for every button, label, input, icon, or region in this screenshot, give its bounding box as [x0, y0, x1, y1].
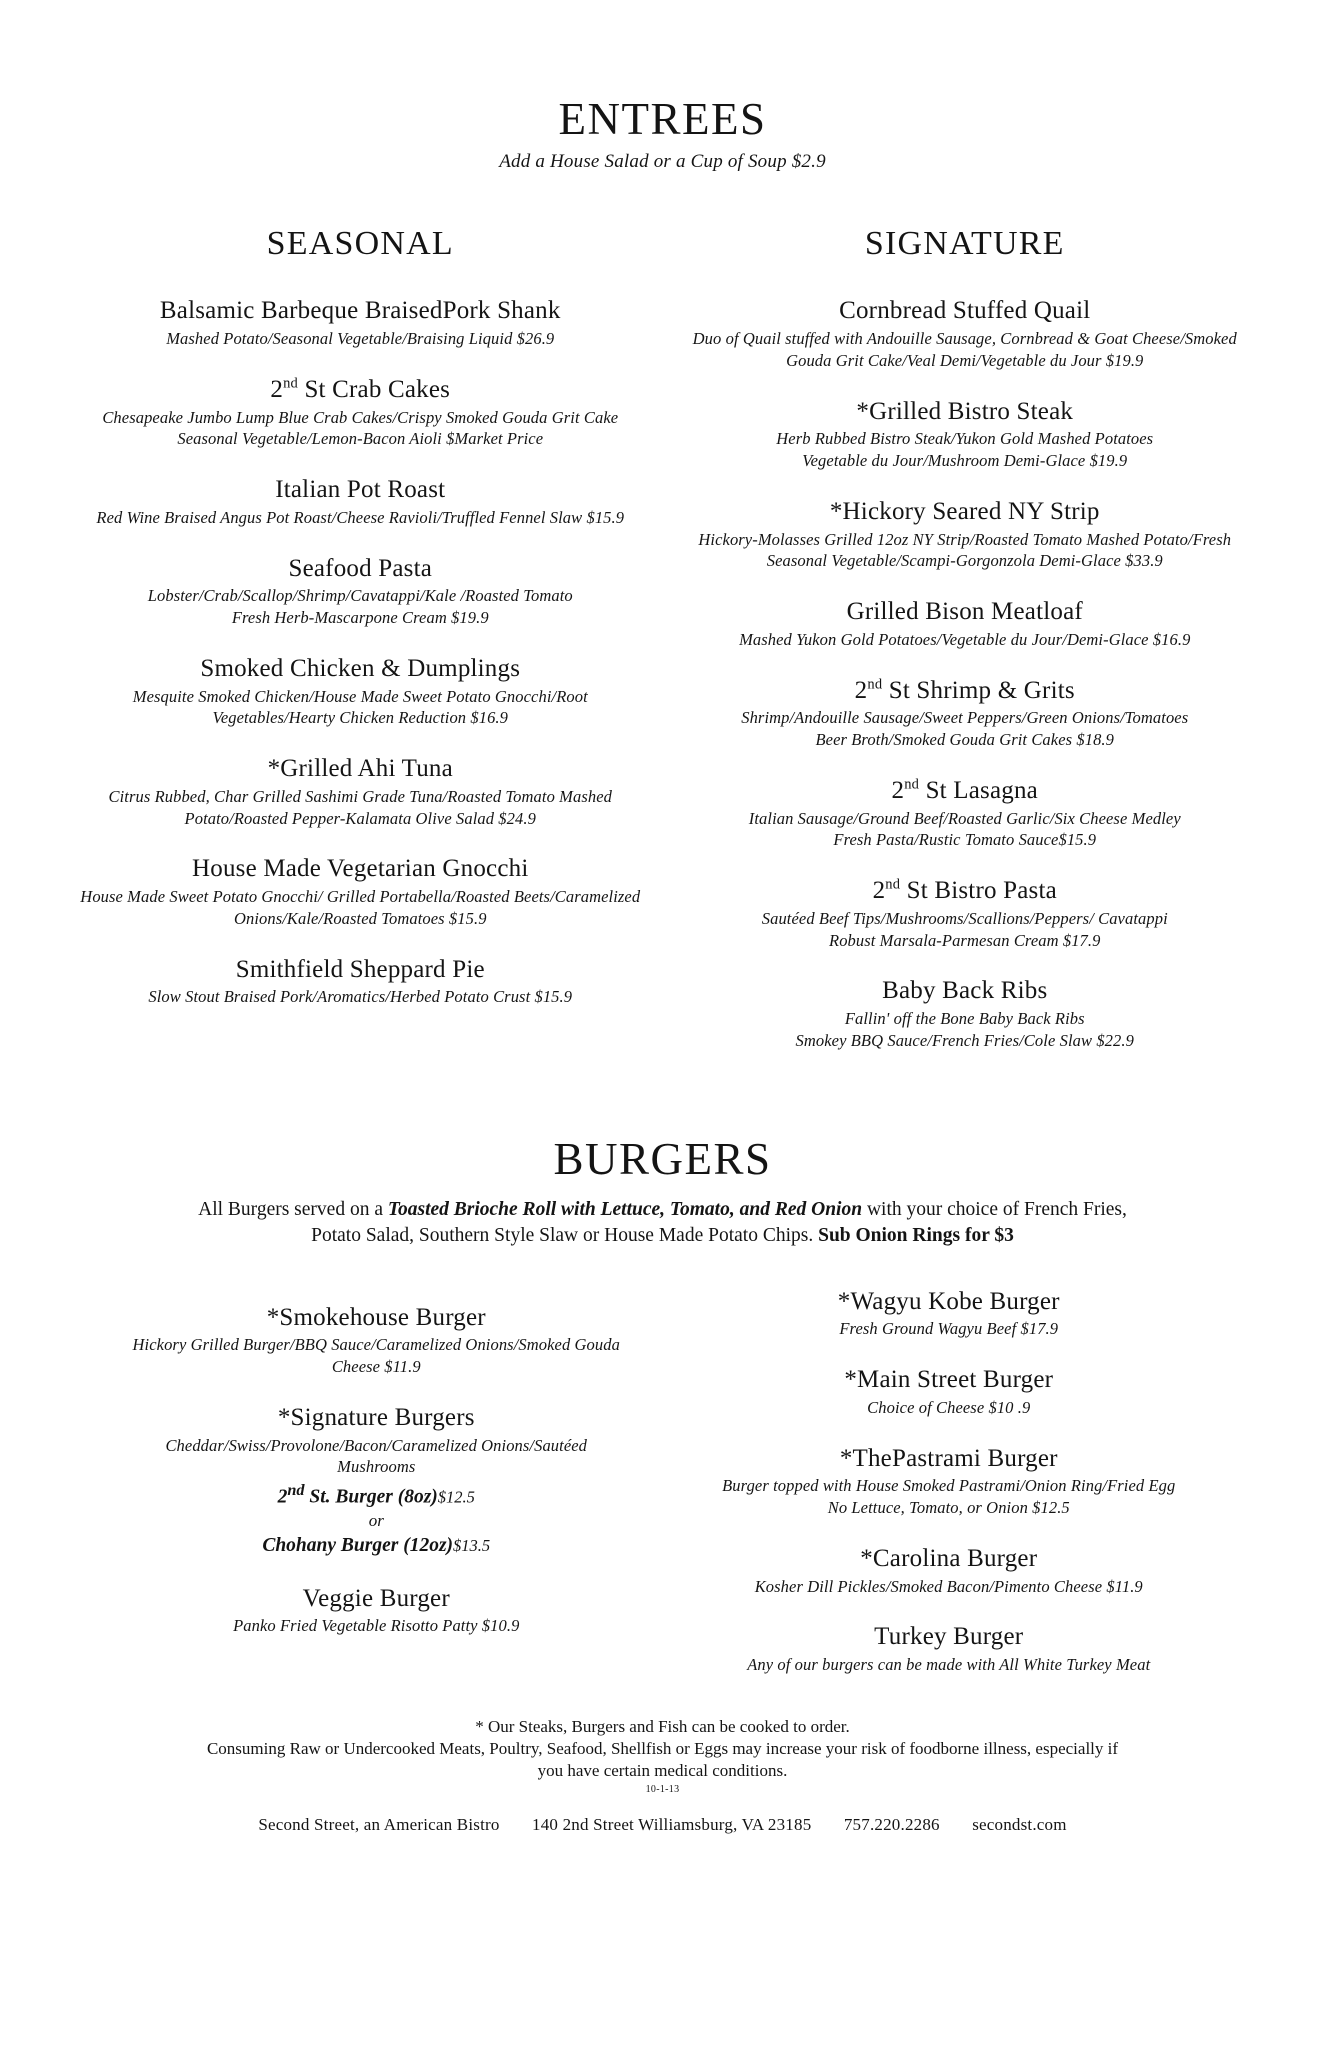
disclaimer-line-2: Consuming Raw or Undercooked Meats, Poultry, Seafood, Shellfish or Eggs may increase your risk of foodborne illness, especially if — [206, 1739, 1119, 1759]
menu-item-name: Seafood Pasta — [288, 554, 433, 582]
footer-address — [70, 1815, 1255, 1835]
menu-item-description: Citrus Rubbed, Char Grilled Sashimi Grade Tuna/Roasted Tomato Mashed Potato/Roasted Pepper-Kalamata Olive Salad $24.9 — [108, 786, 612, 828]
menu-item — [685, 498, 1246, 572]
menu-item-description: Chesapeake Jumbo Lump Blue Crab Cakes/Crispy Smoked Gouda Grit Cake Seasonal Vegetable/Lemon-Bacon Aioli $Market Price — [102, 407, 619, 449]
menu-item-name: *Grilled Ahi Tuna — [267, 755, 453, 783]
menu-item-description: Herb Rubbed Bistro Steak/Yukon Gold Mashed Potatoes Vegetable du Jour/Mushroom Demi-Glace $19.9 — [776, 429, 1154, 471]
menu-item-name: 2nd St Shrimp & Grits — [854, 676, 1075, 704]
menu-item-name: Smithfield Sheppard Pie — [235, 955, 485, 983]
burger-or-label: or — [368, 1511, 384, 1531]
menu-item-name: Balsamic Barbeque BraisedPork Shank — [159, 297, 561, 325]
menu-item — [80, 755, 641, 829]
menu-item — [80, 376, 641, 450]
menu-item-description: Shrimp/Andouille Sausage/Sweet Peppers/Green Onions/Tomatoes Beer Broth/Smoked Gouda Grit Cakes $18.9 — [741, 708, 1189, 750]
menu-item-description: Mesquite Smoked Chicken/House Made Sweet Potato Gnocchi/Root Vegetables/Hearty Chicken Reduction $16.9 — [132, 686, 588, 728]
menu-item-description: Mashed Potato/Seasonal Vegetable/Braising Liquid $26.9 — [166, 329, 555, 348]
menu-item-name: Veggie Burger — [302, 1584, 450, 1612]
menu-item-name: *Hickory Seared NY Strip — [829, 497, 1100, 525]
seasonal-heading: SEASONAL — [266, 225, 454, 263]
signature-heading: SIGNATURE — [864, 225, 1065, 263]
entrees-subtitle: Add a House Salad or a Cup of Soup $2.9 — [499, 151, 826, 173]
menu-item — [130, 1304, 623, 1378]
menu-item — [80, 956, 641, 1009]
menu-item — [703, 1288, 1196, 1341]
menu-item-name: *Carolina Burger — [860, 1544, 1038, 1572]
menu-item-description: Lobster/Crab/Scallop/Shrimp/Cavatappi/Kale /Roasted Tomato Fresh Herb-Mascarpone Cream $19.9 — [147, 586, 573, 628]
menu-item-description: Mashed Yukon Gold Potatoes/Vegetable du Jour/Demi-Glace $16.9 — [739, 629, 1191, 649]
menu-item-name: Cornbread Stuffed Quail — [839, 297, 1091, 325]
menu-item — [685, 677, 1246, 751]
burgers-intro — [70, 1197, 1255, 1250]
menu-item-name: *Grilled Bistro Steak — [856, 397, 1074, 425]
street-address: 140 2nd Street Williamsburg, VA 23185 — [532, 1815, 812, 1835]
menu-item — [130, 1404, 623, 1559]
menu-item-name: Baby Back Ribs — [882, 977, 1048, 1005]
footer-disclaimer — [70, 1716, 1255, 1782]
menu-item-name: 2nd St Bistro Pasta — [872, 876, 1057, 905]
menu-item-name: *Wagyu Kobe Burger — [837, 1287, 1060, 1315]
menu-item — [685, 598, 1246, 651]
menu-item-description: Slow Stout Braised Pork/Aromatics/Herbed Potato Crust $15.9 — [148, 987, 573, 1007]
menu-item-description: Panko Fried Vegetable Risotto Patty $10.9 — [233, 1616, 520, 1636]
burger-intro-text: Potato Salad, Southern Style Slaw or House Made Potato Chips. — [311, 1225, 819, 1247]
menu-item-description: Duo of Quail stuffed with Andouille Sausage, Cornbread & Goat Cheese/Smoked Gouda Grit Cake/Veal Demi/Vegetable du Jour $19.9 — [692, 329, 1237, 370]
menu-item-description: Hickory Grilled Burger/BBQ Sauce/Caramelized Onions/Smoked Gouda Cheese $11.9 — [132, 1335, 620, 1377]
burger-intro-text: with your choice of French Fries, — [862, 1198, 1127, 1220]
menu-item-name: *Signature Burgers — [277, 1403, 475, 1431]
menu-item-name: 2nd St Crab Cakes — [270, 375, 451, 403]
burgers-left-column — [70, 1304, 663, 1702]
burger-variant-price: $12.5 — [437, 1487, 475, 1507]
menu-item-description: Choice of Cheese $10 .9 — [867, 1397, 1031, 1417]
burger-intro-highlight: Toasted Brioche Roll with Lettuce, Tomato, and Red Onion — [387, 1198, 863, 1220]
burgers-right-column — [663, 1287, 1256, 1702]
seasonal-items — [80, 297, 641, 1008]
restaurant-name: Second Street, an American Bistro — [258, 1815, 500, 1835]
menu-item-name: House Made Vegetarian Gnocchi — [192, 855, 529, 883]
disclaimer-line-3: you have certain medical conditions. — [537, 1761, 788, 1781]
entrees-section — [70, 96, 1255, 1078]
menu-item — [703, 1623, 1196, 1676]
menu-item — [685, 398, 1246, 472]
menu-item — [685, 977, 1246, 1051]
menu-item — [80, 655, 641, 729]
signature-items — [685, 297, 1246, 1051]
menu-item-description: Red Wine Braised Angus Pot Roast/Cheese Ravioli/Truffled Fennel Slaw $15.9 — [96, 507, 625, 527]
menu-item-name: Smoked Chicken & Dumplings — [200, 654, 521, 682]
burger-intro-upsell: Sub Onion Rings for $3 — [818, 1225, 1014, 1247]
menu-item-description: Italian Sausage/Ground Beef/Roasted Garlic/Six Cheese Medley Fresh Pasta/Rustic Tomato Sauce$15.9 — [748, 808, 1181, 850]
menu-item-description: Kosher Dill Pickles/Smoked Bacon/Pimento Cheese $11.9 — [754, 1576, 1143, 1596]
menu-item-description: Any of our burgers can be made with All White Turkey Meat — [747, 1655, 1151, 1675]
burger-variant: 2nd St. Burger (8oz)$12.5 — [277, 1481, 475, 1508]
menu-item-description: Hickory-Molasses Grilled 12oz NY Strip/Roasted Tomato Mashed Potato/Fresh Seasonal Vegetable/Scampi-Gorgonzola Demi-Glace $33.9 — [698, 529, 1232, 571]
burgers-columns — [70, 1287, 1255, 1702]
menu-item-name: *ThePastrami Burger — [839, 1444, 1058, 1472]
menu-item — [80, 855, 641, 929]
menu-item-description: Fresh Ground Wagyu Beef $17.9 — [839, 1319, 1059, 1339]
date-code: 10-1-13 — [645, 1784, 680, 1796]
menu-item — [80, 555, 641, 629]
burgers-title: BURGERS — [553, 1133, 772, 1184]
menu-item — [703, 1545, 1196, 1598]
menu-item — [685, 877, 1246, 951]
menu-item — [80, 297, 641, 350]
entrees-title: ENTREES — [558, 94, 767, 144]
menu-item-name: *Main Street Burger — [844, 1366, 1054, 1394]
menu-item-description: Fallin' off the Bone Baby Back Ribs Smokey BBQ Sauce/French Fries/Cole Slaw $22.9 — [795, 1009, 1134, 1050]
menu-item-description: Sautéed Beef Tips/Mushrooms/Scallions/Peppers/ Cavatappi Robust Marsala-Parmesan Cream $17.9 — [761, 908, 1168, 950]
seasonal-column — [70, 225, 663, 1077]
menu-item — [703, 1366, 1196, 1419]
menu-item-description: Cheddar/Swiss/Provolone/Bacon/Caramelized Onions/Sautéed Mushrooms — [165, 1435, 588, 1477]
menu-item-name: Grilled Bison Meatloaf — [846, 598, 1083, 626]
signature-column — [663, 225, 1256, 1077]
burger-variant: Chohany Burger (12oz)$13.5 — [262, 1535, 491, 1557]
menu-item-name: *Smokehouse Burger — [266, 1303, 486, 1331]
menu-item — [130, 1585, 623, 1638]
burger-intro-text: All Burgers served on a — [198, 1198, 388, 1220]
menu-item — [685, 777, 1246, 851]
menu-item — [703, 1445, 1196, 1519]
menu-item-description: House Made Sweet Potato Gnocchi/ Grilled Portabella/Roasted Beets/Caramelized Onions/Kale/Roasted Tomatoes $15.9 — [80, 887, 641, 928]
menu-item-description: Burger topped with House Smoked Pastrami/Onion Ring/Fried Egg No Lettuce, Tomato, or Onion $12.5 — [722, 1476, 1176, 1518]
menu-item-name: 2nd St Lasagna — [891, 776, 1038, 804]
menu-item — [80, 476, 641, 529]
menu-item — [685, 297, 1246, 371]
menu-item-name: Italian Pot Roast — [275, 476, 446, 504]
entrees-columns — [70, 225, 1255, 1077]
burgers-section — [70, 1133, 1255, 1702]
phone-number: 757.220.2286 — [843, 1815, 940, 1835]
disclaimer-line-1: * Our Steaks, Burgers and Fish can be cooked to order. — [475, 1716, 850, 1736]
burger-variant-price: $13.5 — [453, 1536, 491, 1556]
website-url: secondst.com — [972, 1815, 1067, 1835]
menu-item-name: Turkey Burger — [874, 1623, 1024, 1651]
